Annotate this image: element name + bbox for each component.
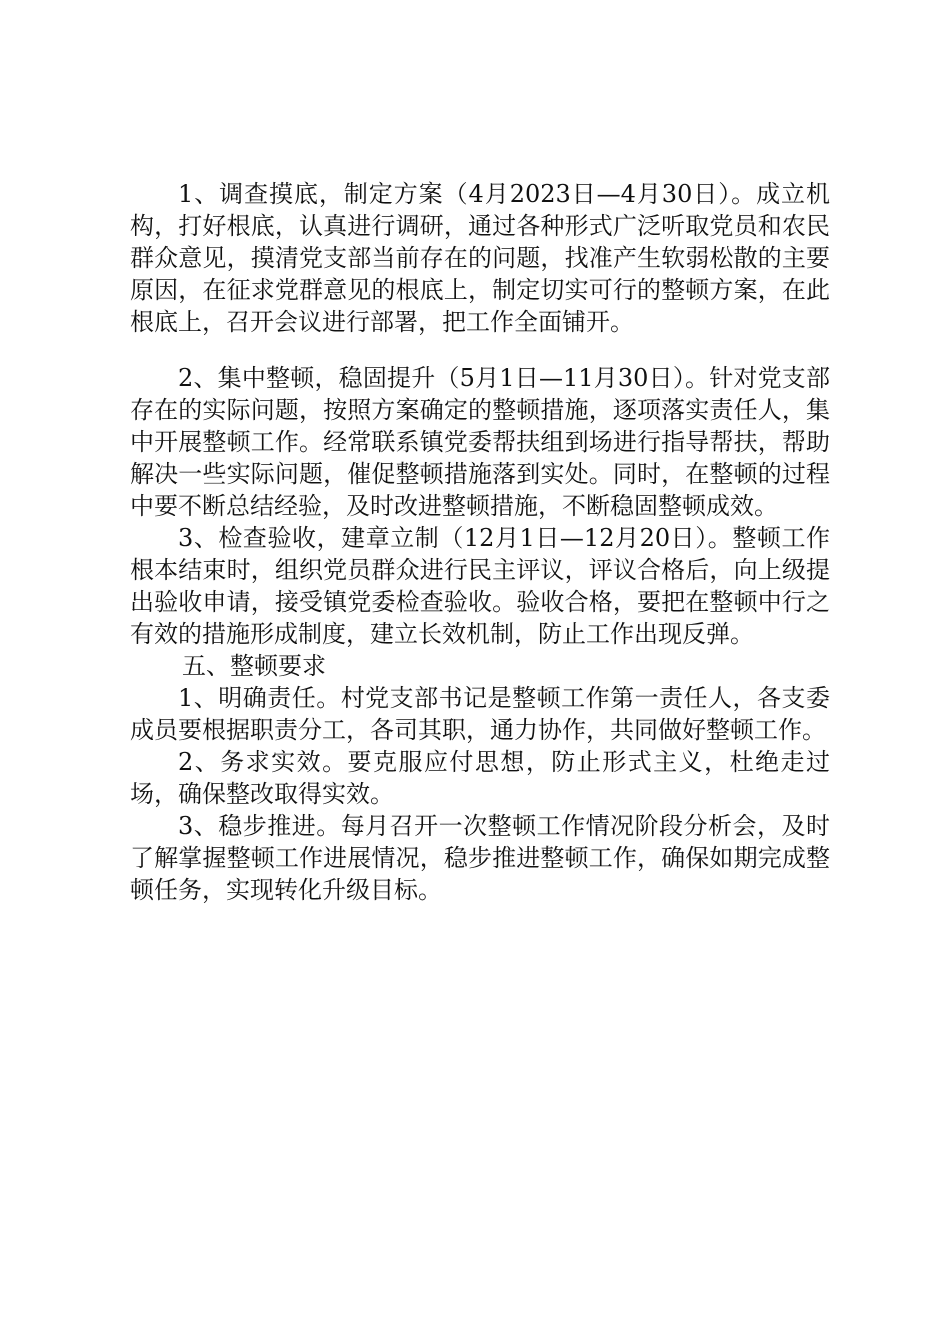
paragraph-phase-3: 3、检查验收，建章立制（12月1日—12月20日）。整顿工作根本结束时，组织党员群众进行民主评议，评议合格后，向上级提出验收申请，接受镇党委检查验收。验收合格，要把在整顿中行之有效的措施形成制度，建立长效机制，防止工作出现反弹。 (130, 524, 830, 648)
paragraph-phase-2: 2、集中整顿，稳固提升（5月1日—11月30日）。针对党支部存在的实际问题，按照方案确定的整顿措施，逐项落实责任人，集中开展整顿工作。经常联系镇党委帮扶组到场进行指导帮扶，帮助解决一些实际问题，催促整顿措施落到实处。同时，在整顿的过程中要不断总结经验，及时改进整顿措施，不断稳固整顿成效。 (130, 364, 830, 520)
paragraph-gap (130, 338, 830, 362)
paragraph-phase-1: 1、调查摸底，制定方案（4月2023日—4月30日）。成立机构，打好根底，认真进行调研，通过各种形式广泛听取党员和农民群众意见，摸清党支部当前存在的问题，找准产生软弱松散的主要原因，在征求党群意见的根底上，制定切实可行的整顿方案，在此根底上，召开会议进行部署，把工作全面铺开。 (130, 180, 830, 336)
requirement-1: 1、明确责任。村党支部书记是整顿工作第一责任人，各支委成员要根据职责分工，各司其职，通力协作，共同做好整顿工作。 (130, 684, 830, 744)
section-heading: 五、整顿要求 (182, 652, 326, 680)
document-body (130, 178, 830, 906)
requirement-2: 2、务求实效。要克服应付思想，防止形式主义，杜绝走过场，确保整改取得实效。 (130, 748, 830, 808)
requirement-3: 3、稳步推进。每月召开一次整顿工作情况阶段分析会，及时了解掌握整顿工作进展情况，稳步推进整顿工作，确保如期完成整顿任务，实现转化升级目标。 (130, 812, 830, 904)
